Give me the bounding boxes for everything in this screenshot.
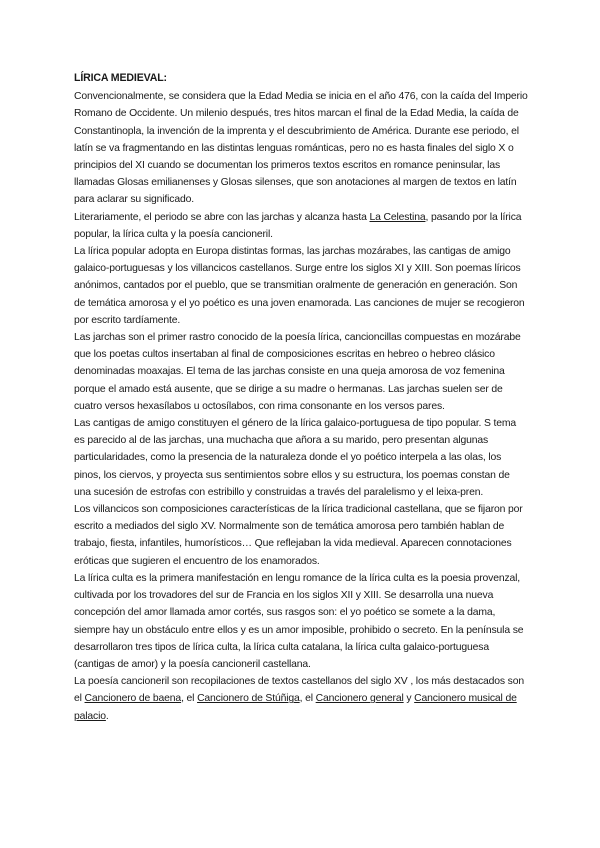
link-cancionero-general[interactable]: Cancionero general (315, 693, 404, 705)
text: , pasando por la lírica popular, la lírica culta y la poesía cancioneril. (74, 211, 522, 240)
paragraph-jarchas: Las jarchas son el primer rastro conocido de la poesía lírica, cancioncillas compuestas en mozárabe que los poetas cultos insertaban al final de composiciones escritas en hebreo o hebreo clásico denominadas moaxajas. El tema de las jarchas consiste en una queja amorosa de voz femenina porque el amado está ausente, que se dirige a su madre o hermanas. Las jarchas suelen ser de cuatro versos hexasílabos u octosílabos, con rima consonante en los versos pares. (74, 332, 521, 412)
text: , el (181, 693, 198, 705)
text: La poesía cancioneril son recopilaciones de textos castellanos del siglo XV , los más destacados son el (74, 676, 524, 705)
link-cancionero-musical-de-palacio[interactable]: Cancionero musical de palacio (74, 693, 517, 722)
paragraph-literary-period (74, 209, 528, 243)
document-title: LÍRICA MEDIEVAL: (74, 72, 167, 84)
link-cancionero-de-baena[interactable]: Cancionero de baena (84, 693, 182, 705)
text: y (403, 693, 415, 705)
link-la-celestina[interactable]: La Celestina (369, 211, 426, 223)
paragraph-intro: Convencionalmente, se considera que la Edad Media se inicia en el año 476, con la caída del Imperio Romano de Occidente. Un milenio después, tres hitos marcan el final de la Edad Media, la caída de Constantinopla, la invención de la imprenta y el descubrimiento de América. Durante ese periodo, el latín se va fragmentando en las distintas lenguas románticas, pero no es hasta finales del siglo X o principios del XI cuando se documentan los primeros textos escritos en romance peninsular, las llamadas Glosas emilianenses y Glosas silenses, que son anotaciones al margen de textos en latín para aclarar su significado. (74, 91, 528, 206)
text: Literariamente, el periodo se abre con las jarchas y alcanza hasta (74, 211, 370, 223)
paragraph-villancicos: Los villancicos son composiciones características de la lírica tradicional castellana, que se fijaron por escrito a mediados del siglo XV. Normalmente son de temática amorosa pero también hablan de trabajo, fiesta, infantiles, humorísticos… Que reflejaban la vida medieval. Aparecen connotaciones eróticas que sugieren el encuentro de los enamorados. (74, 504, 523, 567)
paragraph-lirica-popular: La lírica popular adopta en Europa distintas formas, las jarchas mozárabes, las cantigas de amigo galaico-portuguesas y los villancicos castellanos. Surge entre los siglos XI y XIII. Son poemas líricos anónimos, cantados por el pueblo, que se transmitian oralmente de generación en generación. Son de temática amorosa y el yo poético es una joven enamorada. Las canciones de mujer se recogieron por escrito tardíamente. (74, 246, 525, 326)
paragraph-poesia-cancioneril (74, 673, 528, 725)
link-cancionero-de-stuniga[interactable]: Cancionero de Stúñiga (197, 693, 300, 705)
document-page (74, 70, 528, 725)
paragraph-cantigas: Las cantigas de amigo constituyen el género de la lírica galaico-portuguesa de tipo popular. S tema es parecido al de las jarchas, una muchacha que añora a su marido, pero presentan algunas particularidades, como la presencia de la naturaleza donde el yo poético interpela a las olas, los pinos, los ciervos, y proyecta sus sentimientos sobre ellos y su estructura, los poemas constan de una sucesión de estrofas con estribillo y construidas a través del paralelismo y el leixa-pren. (74, 418, 517, 498)
text: . (105, 710, 109, 722)
paragraph-lirica-culta: La lírica culta es la primera manifestación en lengu romance de la lírica culta es la poesia provenzal, cultivada por los trovadores del sur de Francia en los siglos XII y XIII. Se desarrolla una nueva concepción del amor llamada amor cortés, sus rasgos son: el yo poético se somete a la dama, siempre hay un obstáculo entre ellos y es un amor imposible, prohibido o secreto. En la península se desarrollaron tres tipos de lírica culta, la lírica culta catalana, la lírica culta galaico-portuguesa (cantigas de amor) y la poesía cancioneril castellana. (74, 572, 524, 670)
text: , el (299, 693, 316, 705)
